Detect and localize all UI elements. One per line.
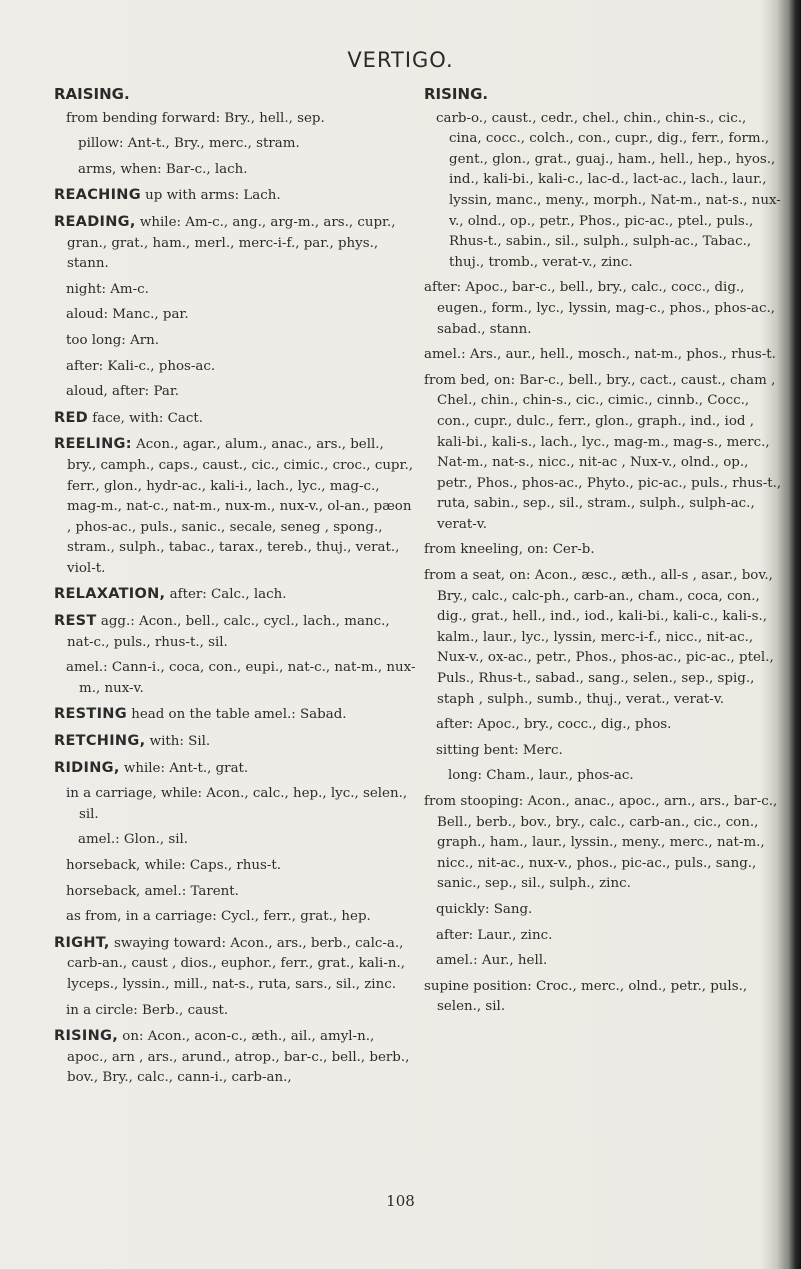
- entry-reading-night: night: Am-c.: [66, 281, 149, 297]
- rubric-reeling: REELING:: [54, 436, 132, 453]
- entry-reading-aloud-after: aloud, after: Par.: [66, 384, 180, 400]
- page-edge-shadow: [787, 0, 801, 1269]
- entry-rising-continued: carb-o., caust., cedr., chel., chin., chin-s., cic., cina, cocc., colch., con., cupr., dig., ferr., form., gent., glon., grat., guaj., ham., hell., hep., hyos., ind., kali-bi., kali-c., lac-d., lact-ac., lach., laur., lyssin, manc., meny., morph., Nat-m., nat-s., nux-v., olnd., op., petr., Phos., pic-ac., ptel., puls., Rhus-t., sabin., sil., sulph., sulph-ac., Tabac., thuj., tromb., verat-v., zinc.: [436, 110, 781, 270]
- section-heading-raising: RAISING.: [54, 85, 130, 103]
- entry-rising-amel: amel.: Ars., aur., hell., mosch., nat-m., phos., rhus-t.: [424, 347, 776, 363]
- entry-reading-toolong: too long: Arn.: [66, 332, 160, 348]
- page-number: 108: [386, 1192, 415, 1210]
- entry-raising-pillow: pillow: Ant-t., Bry., merc., stram.: [78, 136, 300, 152]
- entry-text: with: Sil.: [145, 734, 211, 750]
- entry-riding: [54, 758, 416, 780]
- entry-text: head on the table amel.: Sabad.: [126, 707, 347, 723]
- rubric-reaching: REACHING: [54, 187, 141, 204]
- rubric-riding: RIDING,: [54, 759, 120, 776]
- entry-reading: [54, 212, 416, 275]
- section-heading-rising: RISING.: [424, 85, 489, 103]
- entry-reading-after: after: Kali-c., phos-ac.: [66, 358, 216, 374]
- running-title: VERTIGO.: [347, 48, 454, 72]
- entry-rising-from-seat: from a seat, on: Acon., æsc., æth., all-s , asar., bov., Bry., calc., calc-ph., carb-an., cham., coca, con., dig., grat., hell., ind., iod., kali-bi., kali-c., kali-s., kalm., laur., lyc., lyssin, merc-i-f., nicc., nit-ac., Nux-v., ox-ac., petr., Phos., phos-ac., pic-ac., ptel., Puls., Rhus-t., sabad., sang., selen., sep., spig., staph , sulph., sumb., thuj., verat., verat-v.: [424, 568, 774, 707]
- entry-text: face, with: Cact.: [88, 410, 204, 426]
- entry-sitting-long: long: Cham., laur., phos-ac.: [448, 768, 634, 784]
- entry-text: while: Am-c., ang., arg-m., ars., cupr., gran., grat., ham., merl., merc-i-f., par., phys., stann.: [67, 214, 396, 272]
- entry-text: Acon., agar., alum., anac., ars., bell., bry., camph., caps., caust., cic., cimic., croc., cupr., ferr., glon., hydr-ac., kali-i., lach., lyc., mag-c., mag-m., nat-c., nat-m., nux-m., nux-v., ol-an., pæon , phos-ac., puls., sanic., secale, seneg , spong., stram., sulph., tabac., tarax., tereb., thuj., verat., viol-t.: [67, 437, 413, 576]
- rubric-resting: RESTING: [54, 706, 127, 723]
- entry-riding-carriage: in a carriage, while: Acon., calc., hep., lyc., selen., sil.: [66, 786, 408, 822]
- rubric-rest: REST: [54, 613, 97, 630]
- entry-text: after: Calc., lach.: [165, 587, 287, 603]
- entry-raising-bending: from bending forward: Bry., hell., sep.: [66, 110, 325, 126]
- entry-sitting-bent: sitting bent: Merc.: [436, 742, 563, 758]
- entry-text: up with arms: Lach.: [140, 188, 281, 204]
- entry-right: [54, 933, 416, 996]
- entry-rising-after: after: Apoc., bar-c., bell., bry., calc., cocc., dig., eugen., form., lyc., lyssin, mag-c., phos., phos-ac., sabad., stann.: [424, 280, 776, 337]
- entry-raising-arms: arms, when: Bar-c., lach.: [78, 161, 248, 177]
- entry-stooping-quickly: quickly: Sang.: [436, 901, 533, 917]
- entry-retching: [54, 731, 416, 753]
- entry-riding-horseback: horseback, while: Caps., rhus-t.: [66, 858, 282, 873]
- entry-supine-position: supine position: Croc., merc., olnd., petr., puls., selen., sil.: [424, 978, 748, 1015]
- rubric-reading: READING,: [54, 213, 136, 230]
- entry-rising-from-stooping: from stooping: Acon., anac., apoc., arn., ars., bar-c., Bell., berb., bov., bry., calc., carb-an., cic., con., graph., ham., laur., lyssin., meny., merc., nat-m., nicc., nit-ac., nux-v., phos., pic-ac., puls., sang., sanic., sep., sil., sulph., zinc.: [424, 794, 778, 892]
- entry-rising-from-bed: from bed, on: Bar-c., bell., bry., cact., caust., cham , Chel., chin., chin-s., cic., cimic., cinnb., Cocc., con., cupr., dulc., ferr., glon., graph., ind., iod , kali-bi., kali-s., lach., lyc., mag-m., mag-s., merc., Nat-m., nat-s., nicc., nit-ac , Nux-v., olnd., op., petr., Phos., phos-ac., Phyto., pic-ac., puls., rhus-t., ruta, sabin., sep., sil., stram., sulph., sulph-ac., verat-v.: [424, 372, 782, 532]
- entry-reeling: [54, 434, 416, 579]
- rubric-right: RIGHT,: [54, 934, 110, 951]
- entry-riding-horseback-amel: horseback, amel.: Tarent.: [66, 883, 239, 899]
- entry-resting: [54, 704, 416, 726]
- entry-rising: [54, 1026, 416, 1089]
- entry-rising-from-kneeling: from kneeling, on: Cer-b.: [424, 542, 595, 558]
- entry-text: while: Ant-t., grat.: [119, 760, 249, 776]
- entry-seat-after: after: Apoc., bry., cocc., dig., phos.: [436, 717, 672, 733]
- entry-text: swaying toward: Acon., ars., berb., calc-a., carb-an., caust , dios., euphor., ferr., grat., kali-n., lyceps., lyssin., mill., nat-s., ruta, sars., sil., zinc.: [67, 935, 405, 992]
- entry-red: [54, 408, 416, 430]
- entry-relaxation: [54, 584, 416, 606]
- entry-stooping-after: after: Laur., zinc.: [436, 927, 553, 943]
- entry-rest: [54, 611, 416, 653]
- rubric-retching: RETCHING,: [54, 733, 146, 750]
- entry-stooping-amel: amel.: Aur., hell.: [436, 953, 548, 969]
- right-column: [424, 84, 782, 1023]
- left-column: [54, 84, 416, 1094]
- entry-reading-aloud: aloud: Manc., par.: [66, 307, 189, 323]
- entry-riding-as-from: as from, in a carriage: Cycl., ferr., grat., hep.: [66, 909, 371, 925]
- entry-riding-amel: amel.: Glon., sil.: [78, 832, 189, 848]
- rubric-relaxation: RELAXATION,: [54, 586, 166, 603]
- rubric-red: RED: [54, 409, 89, 426]
- entry-text: on: Acon., acon-c., æth., ail., amyl-n., apoc., arn , ars., arund., atrop., bar-c., bell., berb., bov., Bry., calc., cann-i., carb-an.,: [67, 1029, 410, 1086]
- entry-right-circle: in a circle: Berb., caust.: [66, 1002, 229, 1018]
- entry-reaching: [54, 185, 416, 207]
- entry-rest-amel: amel.: Cann-i., coca, con., eupi., nat-c., nat-m., nux-m., nux-v.: [66, 660, 416, 696]
- rubric-rising: RISING,: [54, 1028, 119, 1045]
- entry-text: agg.: Acon., bell., calc., cycl., lach., manc., nat-c., puls., rhus-t., sil.: [67, 614, 390, 650]
